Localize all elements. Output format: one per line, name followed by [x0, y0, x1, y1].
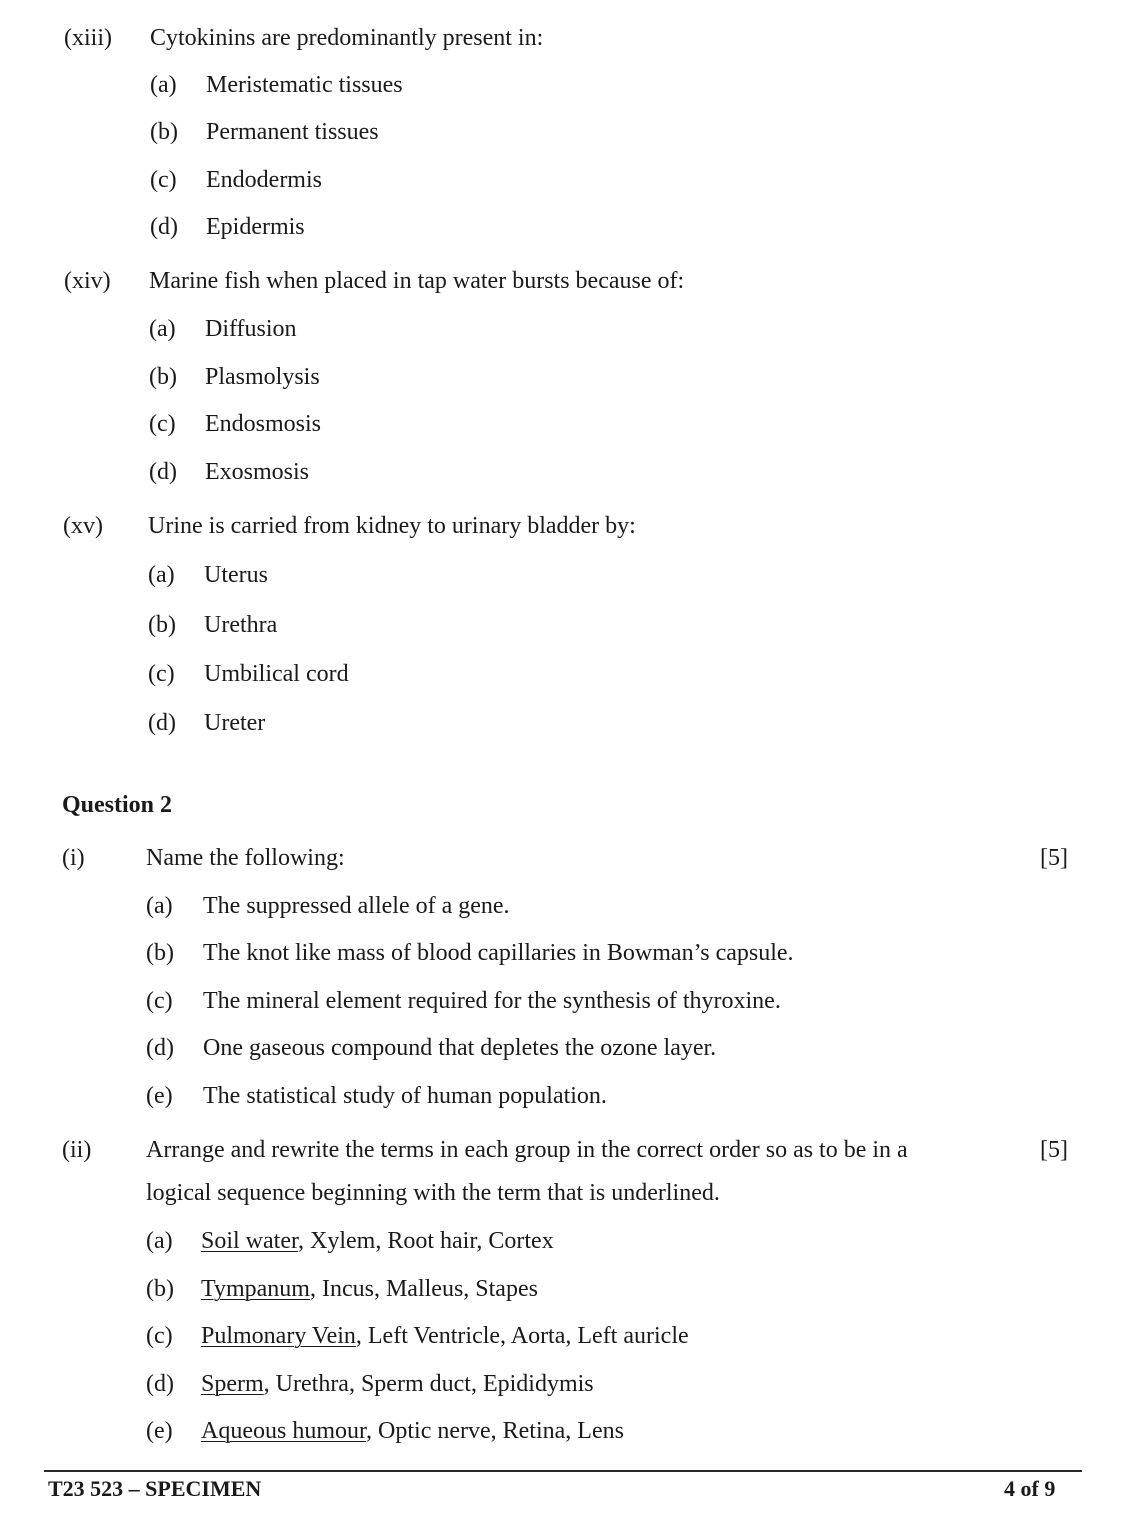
- paper-code: T23 523 – SPECIMEN: [48, 1476, 262, 1501]
- remaining-terms: , Incus, Malleus, Stapes: [309, 1276, 538, 1302]
- underlined-term: Soil water: [201, 1228, 299, 1254]
- option-text: Endosmosis: [205, 411, 322, 437]
- option-text: Endodermis: [206, 167, 322, 193]
- option-label: (c): [150, 167, 177, 193]
- option-text: Uterus: [204, 562, 268, 588]
- option-text: Meristematic tissues: [206, 72, 403, 98]
- underlined-term: Aqueous humour: [201, 1418, 367, 1444]
- option-text: Epidermis: [206, 214, 305, 240]
- remaining-terms: , Xylem, Root hair, Cortex: [298, 1228, 554, 1254]
- underlined-term: Sperm: [201, 1371, 264, 1397]
- question-number: (xiii): [64, 25, 112, 51]
- item-label: (a): [146, 1228, 173, 1254]
- question-text: Urine is carried from kidney to urinary bladder by:: [148, 513, 636, 539]
- option-label: (d): [148, 710, 176, 736]
- question-number: (xv): [63, 513, 103, 539]
- remaining-terms: , Optic nerve, Retina, Lens: [366, 1418, 624, 1444]
- option-label: (a): [148, 562, 175, 588]
- question-number: (xiv): [64, 268, 111, 294]
- item-text: [201, 1321, 689, 1351]
- option-label: (b): [148, 612, 176, 638]
- item-text: [201, 1369, 594, 1399]
- option-text: Permanent tissues: [206, 119, 379, 145]
- item-text: The statistical study of human population.: [203, 1083, 607, 1109]
- footer-divider: [44, 1470, 1082, 1472]
- part-text-line-2: logical sequence beginning with the term that is underlined.: [146, 1180, 720, 1206]
- item-label: (b): [146, 940, 174, 966]
- item-text: [201, 1226, 554, 1256]
- section-heading: Question 2: [62, 792, 173, 818]
- item-text: [201, 1416, 624, 1446]
- part-text: Name the following:: [146, 845, 345, 871]
- option-label: (c): [149, 411, 176, 437]
- item-text: The suppressed allele of a gene.: [203, 893, 510, 919]
- option-label: (b): [150, 119, 178, 145]
- underlined-term: Pulmonary Vein: [201, 1323, 356, 1349]
- part-number: (ii): [62, 1137, 92, 1163]
- item-text: One gaseous compound that depletes the ozone layer.: [203, 1035, 717, 1061]
- underlined-term: Tympanum: [201, 1276, 310, 1302]
- option-text: Urethra: [204, 612, 278, 638]
- item-text: [201, 1274, 538, 1304]
- remaining-terms: , Urethra, Sperm duct, Epididymis: [263, 1371, 594, 1397]
- question-text: Marine fish when placed in tap water bursts because of:: [149, 268, 685, 294]
- option-label: (b): [149, 364, 177, 390]
- item-label: (e): [146, 1418, 173, 1444]
- part-text-line-1: Arrange and rewrite the terms in each group in the correct order so as to be in a: [146, 1137, 908, 1163]
- marks-badge: [5]: [1040, 845, 1068, 871]
- item-label: (c): [146, 1323, 173, 1349]
- option-label: (d): [150, 214, 178, 240]
- option-text: Exosmosis: [205, 459, 310, 485]
- item-label: (d): [146, 1371, 174, 1397]
- option-label: (a): [149, 316, 176, 342]
- part-number: (i): [62, 845, 85, 871]
- option-label: (d): [149, 459, 177, 485]
- option-label: (a): [150, 72, 177, 98]
- item-label: (b): [146, 1276, 174, 1302]
- page-number: 4 of 9: [1004, 1476, 1056, 1501]
- item-label: (d): [146, 1035, 174, 1061]
- marks-badge: [5]: [1040, 1137, 1068, 1163]
- item-label: (e): [146, 1083, 173, 1109]
- question-text: Cytokinins are predominantly present in:: [150, 25, 544, 51]
- option-text: Umbilical cord: [204, 661, 349, 687]
- remaining-terms: , Left Ventricle, Aorta, Left auricle: [355, 1323, 689, 1349]
- option-text: Plasmolysis: [205, 364, 320, 390]
- option-text: Ureter: [204, 710, 266, 736]
- item-label: (c): [146, 988, 173, 1014]
- item-text: The mineral element required for the synthesis of thyroxine.: [203, 988, 781, 1014]
- option-label: (c): [148, 661, 175, 687]
- item-label: (a): [146, 893, 173, 919]
- item-text: The knot like mass of blood capillaries in Bowman’s capsule.: [203, 940, 794, 966]
- option-text: Diffusion: [205, 316, 297, 342]
